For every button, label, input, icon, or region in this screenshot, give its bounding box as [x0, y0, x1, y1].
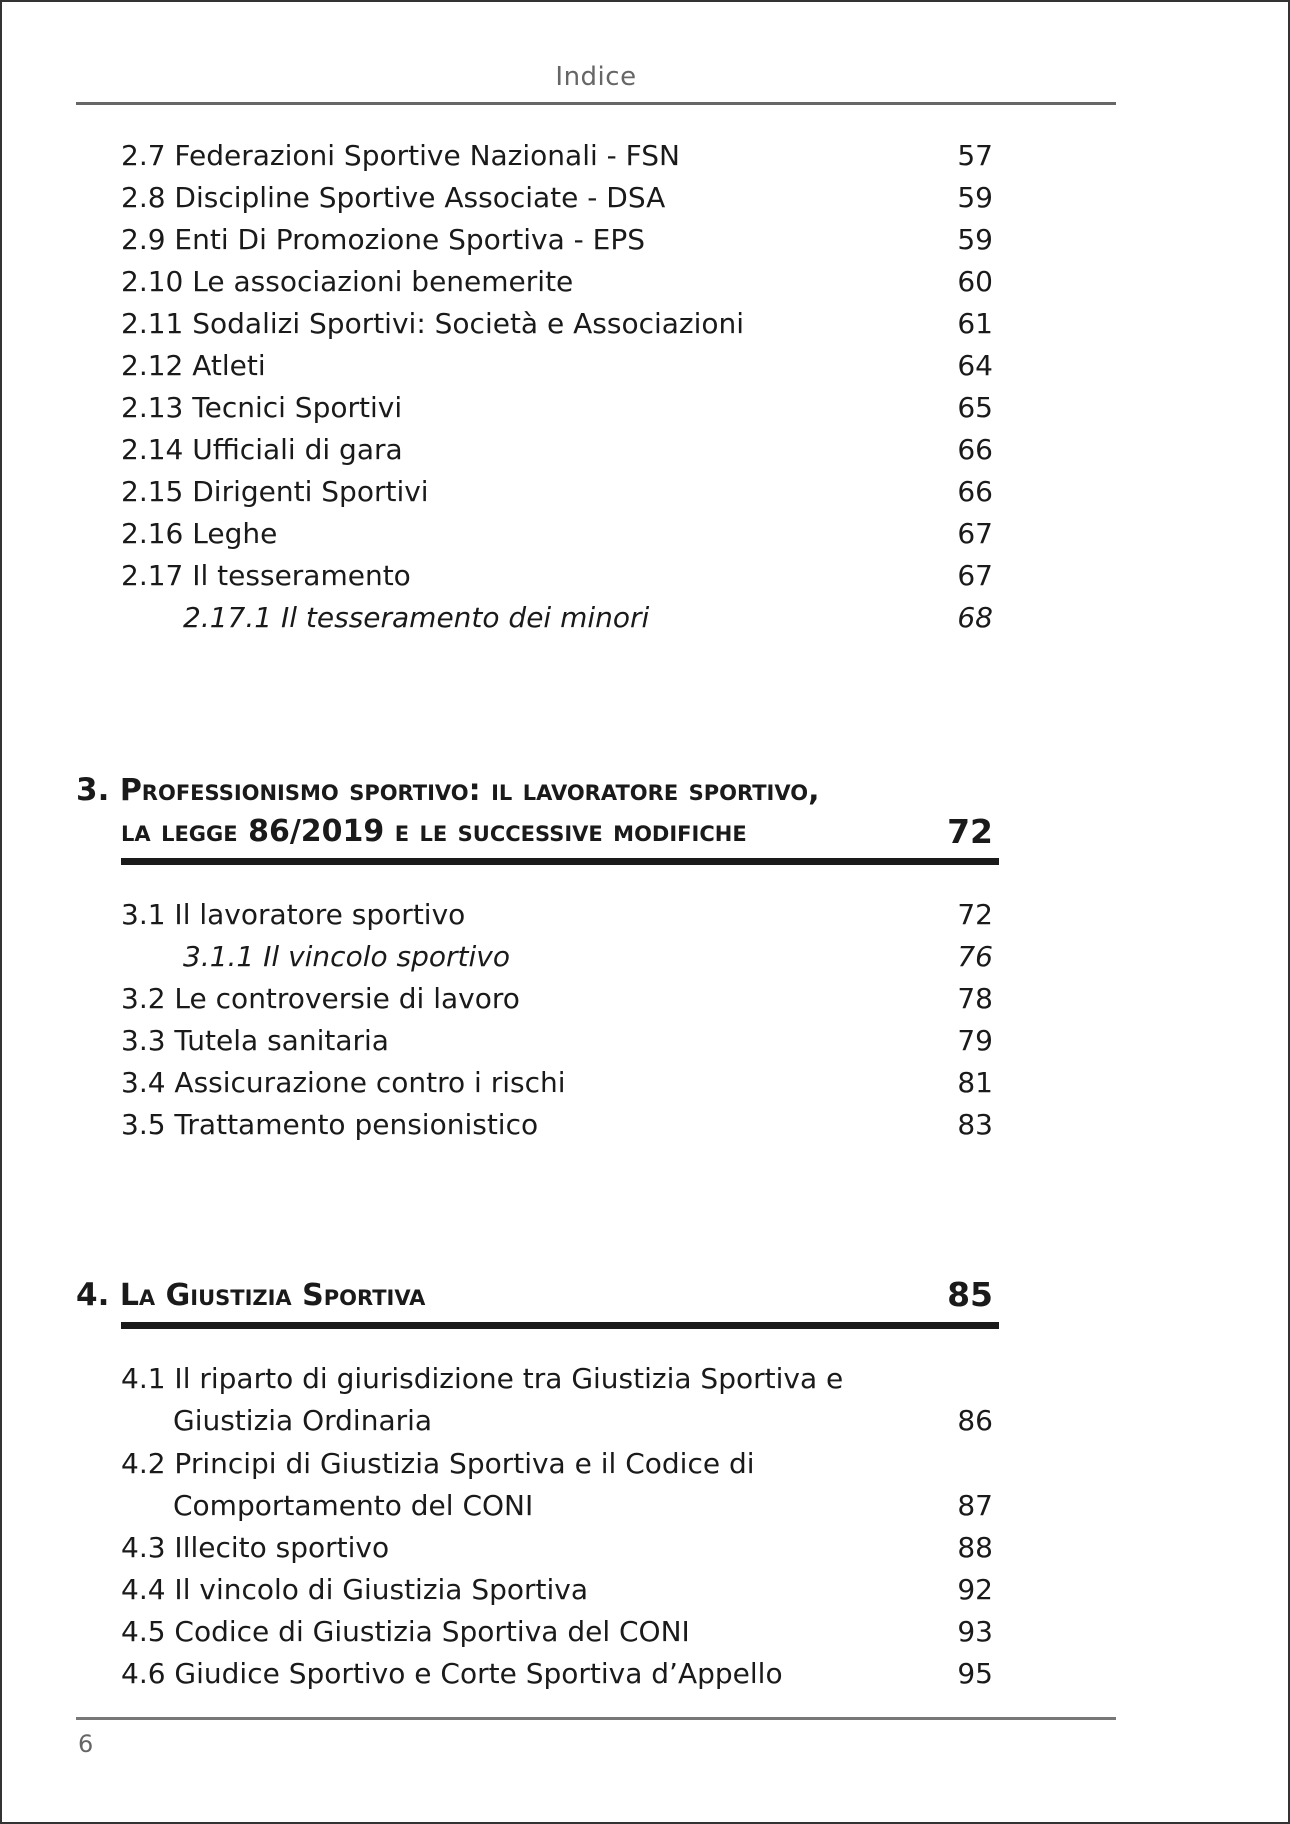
toc-entry-label-cont: Giustizia Ordinaria [173, 1404, 433, 1437]
toc-entry[interactable] [121, 471, 993, 513]
toc-entry-label: 3.2 Le controversie di lavoro [121, 982, 520, 1015]
toc-entry-label: 4.5 Codice di Giustizia Sportiva del CONI [121, 1615, 690, 1648]
toc-entry-label: 2.8 Discipline Sportive Associate - DSA [121, 181, 666, 214]
toc-entry[interactable] [121, 177, 993, 219]
toc-entry-page: 83 [957, 1108, 993, 1141]
toc-entry-label: 2.13 Tecnici Sportivi [121, 391, 403, 424]
toc-entry[interactable] [121, 513, 993, 555]
toc-entry[interactable] [121, 555, 993, 597]
toc-entry-label: 3.5 Trattamento pensionistico [121, 1108, 539, 1141]
toc-entry[interactable] [121, 135, 993, 177]
chapter-number: 3. [76, 772, 110, 808]
toc-entry-page: 79 [957, 1024, 993, 1057]
toc-entry-page: 60 [957, 265, 993, 298]
toc-entry-page: 59 [957, 223, 993, 256]
chapter-page: 85 [947, 1275, 993, 1314]
toc-entry-page: 61 [957, 307, 993, 340]
chapter-heading-4[interactable] [76, 1274, 993, 1316]
toc-entry-label-cont: Comportamento del CONI [173, 1489, 534, 1522]
toc-entry[interactable] [121, 303, 993, 345]
toc-entry-continuation[interactable] [121, 1485, 993, 1527]
toc-entry-label: 2.9 Enti Di Promozione Sportiva - EPS [121, 223, 646, 256]
header-rule [76, 102, 1116, 105]
toc-entry-label: 2.12 Atleti [121, 349, 266, 382]
toc-entry-page: 64 [957, 349, 993, 382]
toc-entry-label: 4.3 Illecito sportivo [121, 1531, 390, 1564]
toc-entry-label: 2.14 Ufficiali di gara [121, 433, 403, 466]
toc-entry-page: 66 [957, 475, 993, 508]
page-number: 6 [78, 1730, 94, 1758]
toc-entry[interactable] [121, 261, 993, 303]
toc-entry-label: 4.4 Il vincolo di Giustizia Sportiva [121, 1573, 589, 1606]
toc-entry-page: 81 [957, 1066, 993, 1099]
toc-entry[interactable] [121, 978, 993, 1020]
chapter-title-line1: Professionismo sportivo: il lavoratore sportivo, [119, 773, 820, 808]
toc-entry-page: 88 [957, 1531, 993, 1564]
toc-entry-page: 93 [957, 1615, 993, 1648]
chapter-page: 72 [947, 812, 993, 851]
footer-rule [76, 1717, 1116, 1720]
toc-entry-page: 68 [957, 601, 993, 634]
running-header: Indice [555, 62, 637, 92]
toc-entry[interactable] [121, 345, 993, 387]
chapter-title: La Giustizia Sportiva [119, 1278, 426, 1313]
toc-subentry[interactable] [121, 597, 993, 639]
toc-entry[interactable] [121, 1062, 993, 1104]
toc-entry-page: 78 [957, 982, 993, 1015]
toc-entry-page: 72 [957, 898, 993, 931]
toc-entry[interactable] [121, 1527, 993, 1569]
toc-entry[interactable] [121, 894, 993, 936]
toc-entry-label: 4.6 Giudice Sportivo e Corte Sportiva d’Appello [121, 1657, 783, 1690]
chapter-rule [121, 858, 999, 865]
toc-entry-page: 67 [957, 559, 993, 592]
toc-entry-label: 3.1.1 Il vincolo sportivo [183, 940, 510, 973]
chapter-rule [121, 1322, 999, 1329]
toc-entry-label: 2.11 Sodalizi Sportivi: Società e Associazioni [121, 307, 745, 340]
toc-entry-page: 59 [957, 181, 993, 214]
toc-entry[interactable] [121, 1358, 993, 1400]
toc-entry[interactable] [121, 219, 993, 261]
toc-entry-page: 76 [957, 940, 993, 973]
toc-entry[interactable] [121, 1104, 993, 1146]
toc-entry-label: 4.2 Principi di Giustizia Sportiva e il Codice di [121, 1447, 755, 1480]
chapter-number: 4. [76, 1277, 110, 1313]
toc-entry[interactable] [121, 1443, 993, 1485]
toc-entry-continuation[interactable] [121, 1400, 993, 1442]
toc-subentry[interactable] [121, 936, 993, 978]
toc-entry-page: 65 [957, 391, 993, 424]
toc-entry-page: 87 [957, 1489, 993, 1522]
toc-entry-page: 95 [957, 1657, 993, 1690]
toc-entry-page: 92 [957, 1573, 993, 1606]
toc-entry-label: 2.17 Il tesseramento [121, 559, 411, 592]
toc-entry-page: 86 [957, 1404, 993, 1437]
toc-entry-label: 4.1 Il riparto di giurisdizione tra Giustizia Sportiva e [121, 1362, 844, 1395]
toc-entry-label: 3.1 Il lavoratore sportivo [121, 898, 466, 931]
chapter-title-line2: la legge 86/2019 e le successive modifiche [121, 814, 747, 849]
toc-entry[interactable] [121, 1569, 993, 1611]
toc-entry-label: 2.10 Le associazioni benemerite [121, 265, 574, 298]
toc-entry-page: 57 [957, 139, 993, 172]
toc-entry[interactable] [121, 387, 993, 429]
toc-entry-label: 3.3 Tutela sanitaria [121, 1024, 389, 1057]
toc-entry[interactable] [121, 1653, 993, 1695]
toc-entry-label: 2.7 Federazioni Sportive Nazionali - FSN [121, 139, 680, 172]
toc-entry[interactable] [121, 1611, 993, 1653]
toc-entry-label: 2.15 Dirigenti Sportivi [121, 475, 429, 508]
toc-entry-page: 67 [957, 517, 993, 550]
toc-entry-label: 2.16 Leghe [121, 517, 278, 550]
toc-entry-label: 3.4 Assicurazione contro i rischi [121, 1066, 566, 1099]
toc-entry-page: 66 [957, 433, 993, 466]
chapter-heading-3[interactable] [76, 769, 993, 853]
toc-entry-label: 2.17.1 Il tesseramento dei minori [183, 601, 650, 634]
toc-entry[interactable] [121, 1020, 993, 1062]
toc-entry[interactable] [121, 429, 993, 471]
